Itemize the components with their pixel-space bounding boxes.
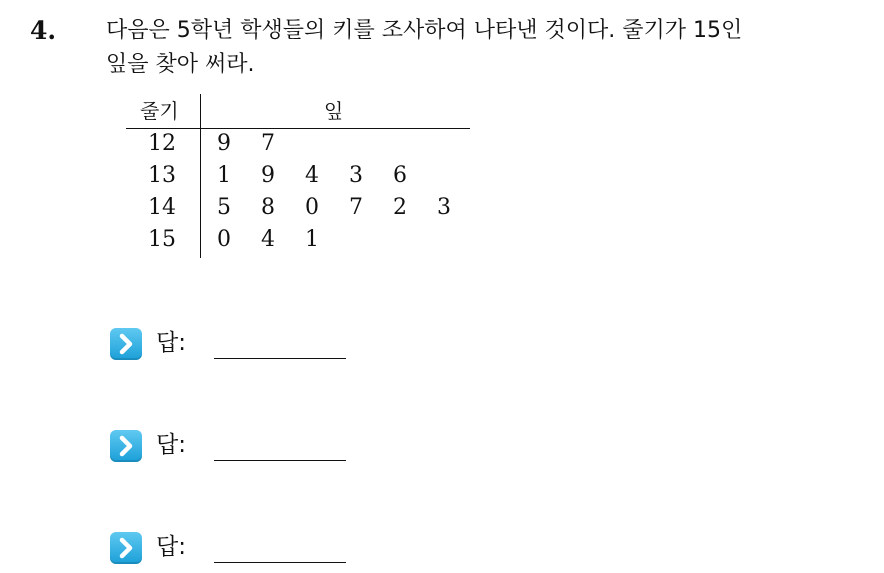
leaf-value: 4 [261, 227, 275, 252]
answer-row-3 [110, 530, 370, 570]
answer-row-1 [110, 326, 370, 366]
question-text [106, 14, 876, 82]
question-text-line-1: 다음은 5학년 학생들의 키를 조사하여 나타낸 것이다. 줄기가 15인 [106, 18, 743, 43]
leaf-value: 2 [393, 195, 407, 220]
answer-row-2 [110, 428, 370, 468]
answer-blank-line[interactable] [214, 460, 346, 461]
leaf-value: 9 [261, 163, 275, 188]
stem-and-leaf-plot [126, 94, 470, 258]
leaf-value: 7 [349, 195, 363, 220]
stem-value: 12 [148, 131, 176, 156]
plot-row [126, 128, 470, 160]
leaf-value: 4 [305, 163, 319, 188]
leaf-value: 0 [305, 195, 319, 220]
stem-value: 15 [148, 227, 176, 252]
leaf-value: 7 [261, 131, 275, 156]
leaf-value: 3 [349, 163, 363, 188]
plot-row [126, 192, 470, 224]
chevron-right-icon [110, 532, 142, 564]
answer-label: 답: [156, 534, 186, 560]
plot-row [126, 224, 470, 256]
stem-value: 13 [148, 163, 176, 188]
leaf-value: 8 [261, 195, 275, 220]
answer-label: 답: [156, 432, 186, 458]
chevron-right-icon [110, 430, 142, 462]
stem-header: 줄기 [140, 99, 179, 123]
leaf-value: 3 [437, 195, 451, 220]
leaf-value: 9 [217, 131, 231, 156]
question-number: 4. [30, 16, 57, 45]
answer-blank-line[interactable] [214, 562, 346, 563]
leaf-value: 1 [305, 227, 319, 252]
stem-value: 14 [148, 195, 176, 220]
plot-row [126, 160, 470, 192]
leaf-value: 0 [217, 227, 231, 252]
answer-label: 답: [156, 330, 186, 356]
chevron-right-icon [110, 328, 142, 360]
leaf-value: 6 [393, 163, 407, 188]
leaf-value: 1 [217, 163, 231, 188]
leaf-value: 5 [217, 195, 231, 220]
leaf-header: 잎 [324, 99, 344, 123]
answer-blank-line[interactable] [214, 358, 346, 359]
question-text-line-2: 잎을 찾아 써라. [106, 52, 255, 77]
